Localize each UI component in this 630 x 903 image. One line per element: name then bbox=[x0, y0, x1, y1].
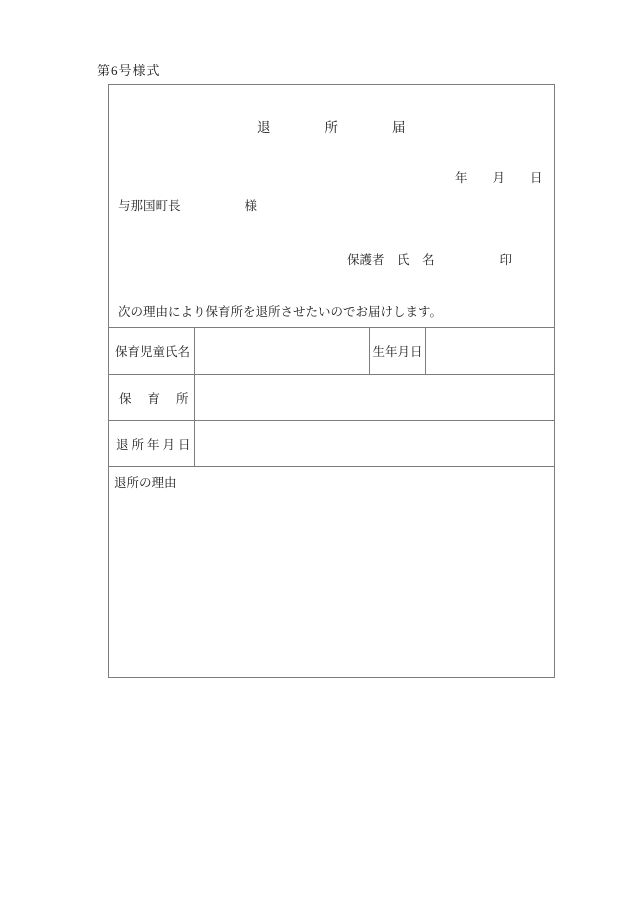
guardian-row bbox=[347, 250, 512, 268]
table-row-child-name bbox=[109, 328, 554, 375]
reason-field bbox=[109, 467, 554, 677]
honorific-label: 様 bbox=[244, 199, 258, 213]
birthdate-label: 生年月日 bbox=[369, 328, 425, 374]
form-number-label: 第6号様式 bbox=[97, 63, 161, 78]
birthdate-field bbox=[425, 328, 554, 374]
withdrawal-date-field bbox=[194, 421, 554, 466]
nursery-label: 保育所 bbox=[119, 391, 205, 406]
table-row-nursery bbox=[109, 375, 554, 421]
nursery-field bbox=[194, 375, 554, 420]
withdrawal-date-label: 退所年月日 bbox=[116, 437, 194, 452]
seal-label: 印 bbox=[499, 253, 513, 267]
child-name-field bbox=[194, 328, 369, 374]
notice-text: 次の理由により保育所を退所させたいのでお届けします。 bbox=[118, 305, 443, 319]
date-line: 年月日 bbox=[455, 171, 568, 185]
form-title: 退所届 bbox=[257, 120, 460, 135]
form-table bbox=[109, 327, 554, 677]
form-box bbox=[108, 84, 568, 678]
reason-label: 退所の理由 bbox=[114, 476, 177, 490]
addressee-row bbox=[118, 196, 257, 214]
guardian-name-label: 保護者 氏 名 bbox=[347, 253, 435, 267]
table-row-reason bbox=[109, 467, 554, 677]
child-name-label: 保育児童氏名 bbox=[115, 345, 191, 359]
addressee-label: 与那国町長 bbox=[118, 199, 181, 213]
table-row-withdrawal-date bbox=[109, 421, 554, 467]
